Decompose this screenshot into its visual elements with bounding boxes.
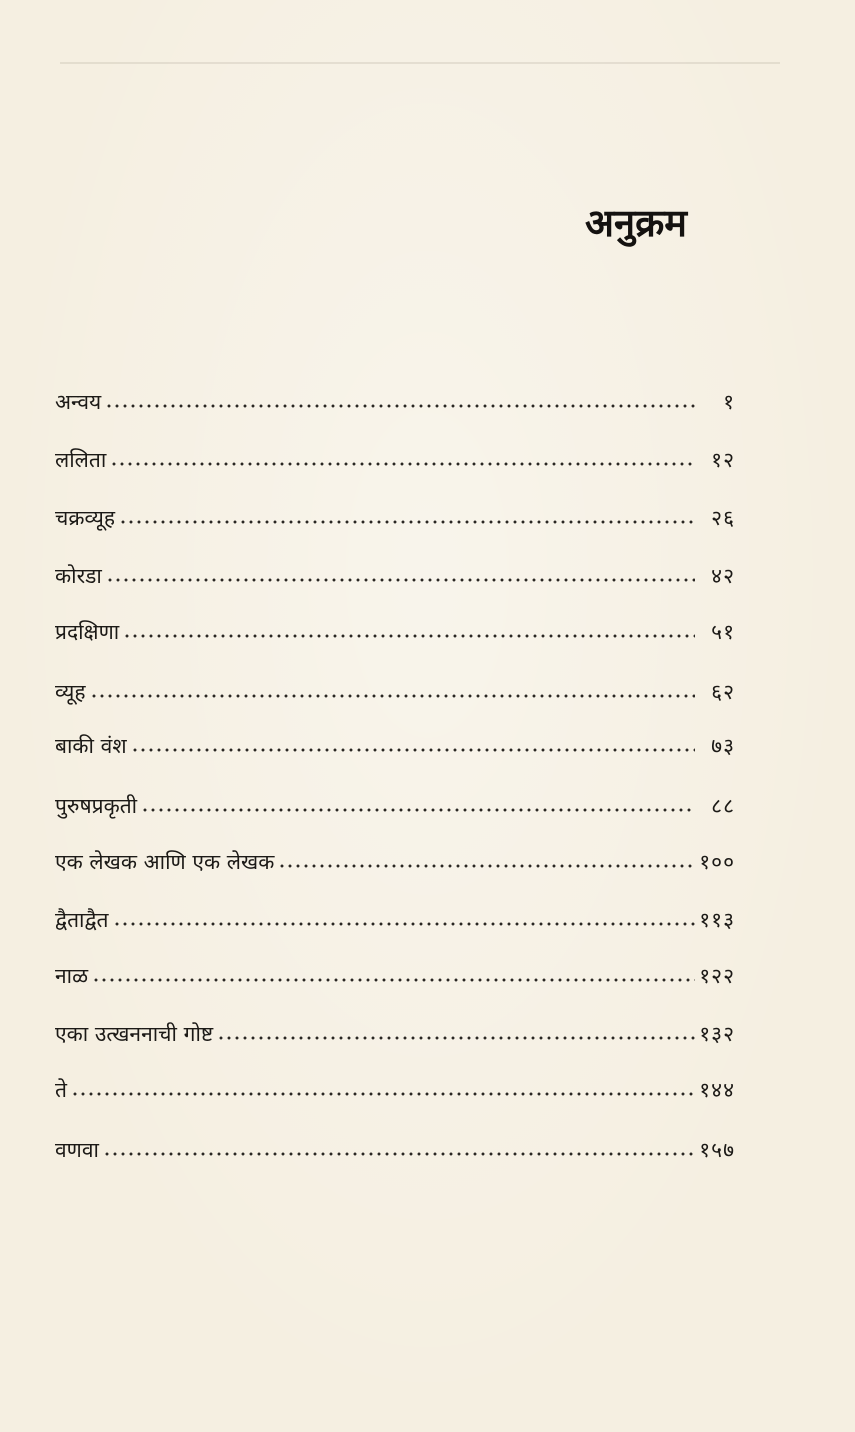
toc-entry-title: नाळ (55, 964, 89, 988)
dot-leader (106, 576, 695, 584)
dot-leader (103, 1150, 695, 1158)
dot-leader (90, 692, 695, 700)
toc-entry (55, 1008, 735, 1048)
toc-entry-page: १२२ (699, 964, 735, 988)
toc-entry-title: ते (55, 1078, 67, 1102)
toc-entry-title: पुरुषप्रकृती (55, 794, 138, 818)
toc-entry-title: ललिता (55, 448, 107, 472)
toc-entry (55, 894, 735, 934)
dot-leader (113, 920, 695, 928)
dot-leader (141, 806, 695, 814)
toc-entry (55, 666, 735, 706)
toc-entry (55, 376, 735, 416)
toc-entry-title: अन्वय (55, 390, 102, 414)
toc-entry (55, 606, 735, 646)
toc-entry-page: ५१ (711, 620, 735, 644)
toc-entry (55, 720, 735, 760)
toc-entry (55, 492, 735, 532)
toc-entry-title: बाकी वंश (55, 734, 127, 758)
toc-entry (55, 550, 735, 590)
toc-entry-page: १३२ (699, 1022, 735, 1046)
dot-leader (131, 746, 695, 754)
dot-leader (123, 632, 695, 640)
toc-entry-page: ८८ (711, 794, 735, 818)
toc-entry (55, 780, 735, 820)
toc-entry-page: १०० (699, 850, 735, 874)
toc-entry-page: १५७ (699, 1138, 735, 1162)
dot-leader (217, 1034, 695, 1042)
toc-entry-title: प्रदक्षिणा (55, 620, 120, 644)
toc-entry-page: ११३ (699, 908, 735, 932)
dot-leader (92, 976, 695, 984)
dot-leader (110, 460, 695, 468)
dot-leader (71, 1090, 695, 1098)
toc-entry (55, 950, 735, 990)
toc-entry-page: १२ (711, 448, 735, 472)
toc-entry-title: कोरडा (55, 564, 102, 588)
toc-entry-page: १ (723, 390, 735, 414)
toc-entry-page: १४४ (699, 1078, 735, 1102)
toc-entry-page: ६२ (711, 680, 735, 704)
page-title: अनुक्रम (585, 201, 688, 245)
toc-entry-title: एका उत्खननाची गोष्ट (55, 1022, 214, 1046)
toc-entry-title: व्यूह (55, 680, 86, 704)
toc-entry-title: वणवा (55, 1138, 99, 1162)
toc-entry-page: २६ (711, 506, 735, 530)
toc-entry-title: द्वैताद्वैत (55, 908, 109, 932)
toc-entry-title: एक लेखक आणि एक लेखक (55, 850, 275, 874)
toc-entry (55, 836, 735, 876)
dot-leader (119, 518, 695, 526)
toc-entry-title: चक्रव्यूह (55, 506, 115, 530)
toc-entry-page: ७३ (711, 734, 735, 758)
toc-entry (55, 1124, 735, 1164)
bleed-through-rule (60, 62, 780, 64)
toc-entry-page: ४२ (711, 564, 735, 588)
toc-entry (55, 434, 735, 474)
toc-entry (55, 1064, 735, 1104)
dot-leader (278, 862, 695, 870)
dot-leader (105, 402, 695, 410)
